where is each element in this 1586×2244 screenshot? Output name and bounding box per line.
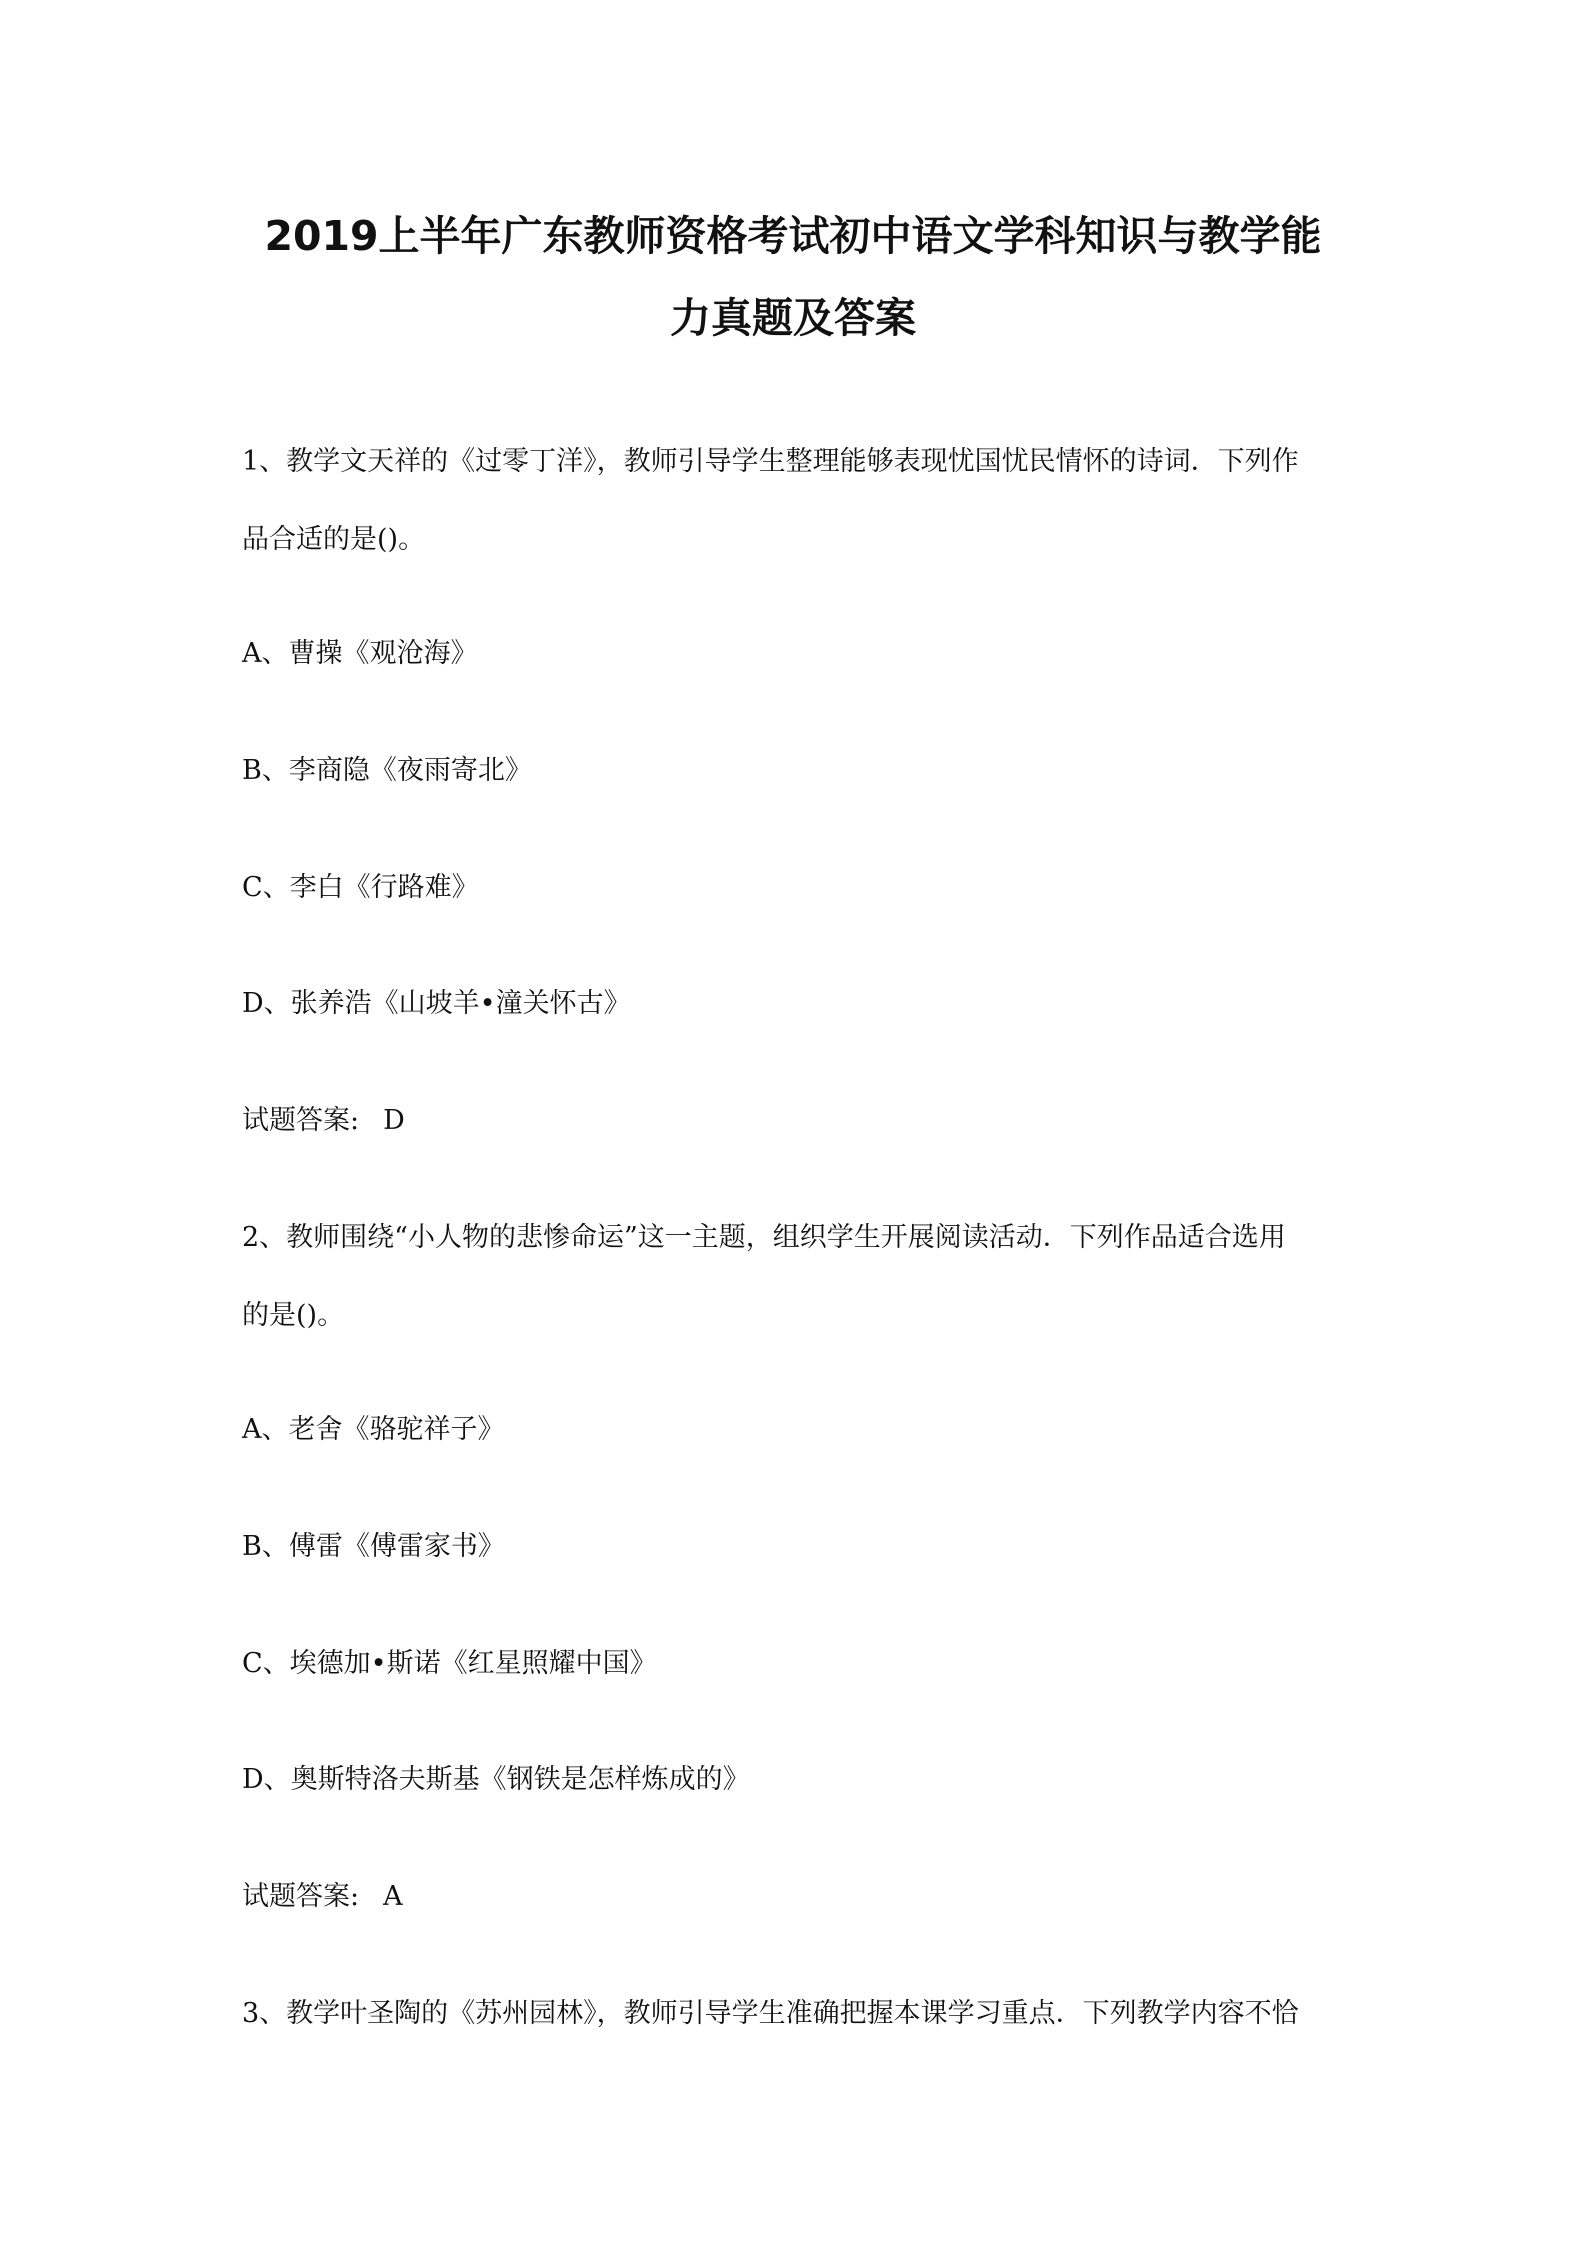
- answer-value: D: [383, 1105, 405, 1136]
- question-2-option-b: B、傅雷《傅雷家书》: [242, 1531, 505, 1562]
- question-2-option-a: A、老舍《骆驼祥子》: [242, 1414, 505, 1445]
- question-1-option-a: A、曹操《观沧海》: [242, 638, 478, 669]
- answer-label: 试题答案:: [242, 1105, 360, 1136]
- question-3-stem-line-1: 3、教学叶圣陶的《苏州园林》，教师引导学生准确把握本课学习重点．下列教学内容不恰: [242, 1998, 1299, 2029]
- question-2-stem-line-1: 2、教师围绕“小人物的悲惨命运”这一主题，组织学生开展阅读活动．下列作品适合选用: [242, 1222, 1286, 1253]
- question-1-stem-line-1: 1、教学文天祥的《过零丁洋》，教师引导学生整理能够表现忧国忧民情怀的诗词．下列作: [242, 446, 1299, 477]
- question-2-stem-line-2: 的是()。: [242, 1300, 345, 1331]
- question-2-option-c: C、埃德加•斯诺《红星照耀中国》: [242, 1648, 657, 1679]
- question-1-answer: [242, 1107, 405, 1134]
- question-2-option-d: D、奥斯特洛夫斯基《钢铁是怎样炼成的》: [242, 1764, 750, 1795]
- answer-label: 试题答案:: [242, 1881, 360, 1912]
- question-1-option-c: C、李白《行路难》: [242, 872, 479, 903]
- document-title-line-2: 力真题及答案: [670, 294, 916, 342]
- question-1-option-b: B、李商隐《夜雨寄北》: [242, 755, 532, 786]
- answer-value: A: [383, 1881, 403, 1912]
- question-2-answer: [242, 1883, 403, 1910]
- question-1-option-d: D、张养浩《山坡羊•潼关怀古》: [242, 988, 631, 1019]
- question-1-stem-line-2: 品合适的是()。: [242, 524, 426, 555]
- document-title-line-1: 2019上半年广东教师资格考试初中语文学科知识与教学能: [264, 212, 1322, 260]
